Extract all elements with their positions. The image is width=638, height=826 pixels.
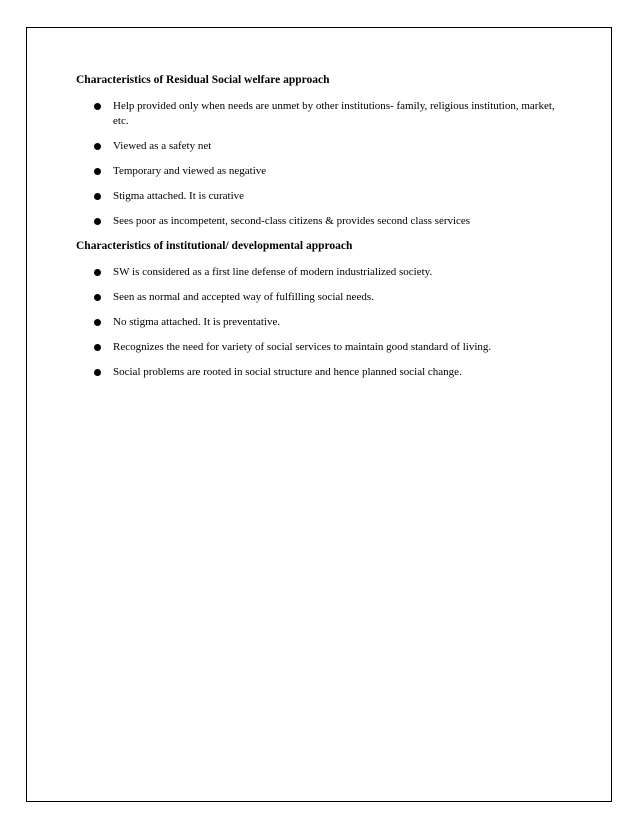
bullet-icon <box>94 143 101 150</box>
list-item <box>76 189 556 204</box>
residual-characteristics-list <box>76 99 556 229</box>
list-item-text: Help provided only when needs are unmet by other institutions- family, religious institution, market, etc. <box>113 100 555 127</box>
institutional-characteristics-list <box>76 265 556 380</box>
list-item <box>76 315 556 330</box>
bullet-icon <box>94 218 101 225</box>
section-heading-institutional: Characteristics of institutional/ developmental approach <box>76 240 353 252</box>
section-heading-residual: Characteristics of Residual Social welfare approach <box>76 74 330 86</box>
list-item-text: Sees poor as incompetent, second-class citizens & provides second class services <box>113 215 471 227</box>
bullet-icon <box>94 168 101 175</box>
list-item <box>76 164 556 179</box>
list-item-text: No stigma attached. It is preventative. <box>113 316 281 328</box>
document-body <box>76 73 556 390</box>
list-item-text: Seen as normal and accepted way of fulfilling social needs. <box>113 291 374 303</box>
list-item-text: Recognizes the need for variety of social services to maintain good standard of living. <box>113 341 492 353</box>
list-item <box>76 340 556 355</box>
list-item-text: Stigma attached. It is curative <box>113 190 245 202</box>
list-item <box>76 139 556 154</box>
list-item <box>76 99 556 129</box>
bullet-icon <box>94 344 101 351</box>
list-item <box>76 265 556 280</box>
bullet-icon <box>94 369 101 376</box>
list-item-text: SW is considered as a first line defense of modern industrialized society. <box>113 266 433 278</box>
list-item <box>76 365 556 380</box>
bullet-icon <box>94 193 101 200</box>
bullet-icon <box>94 269 101 276</box>
bullet-icon <box>94 294 101 301</box>
list-item-text: Temporary and viewed as negative <box>113 165 267 177</box>
list-item <box>76 214 556 229</box>
list-item-text: Viewed as a safety net <box>113 140 212 152</box>
bullet-icon <box>94 319 101 326</box>
bullet-icon <box>94 103 101 110</box>
list-item-text: Social problems are rooted in social structure and hence planned social change. <box>113 366 462 378</box>
list-item <box>76 290 556 305</box>
